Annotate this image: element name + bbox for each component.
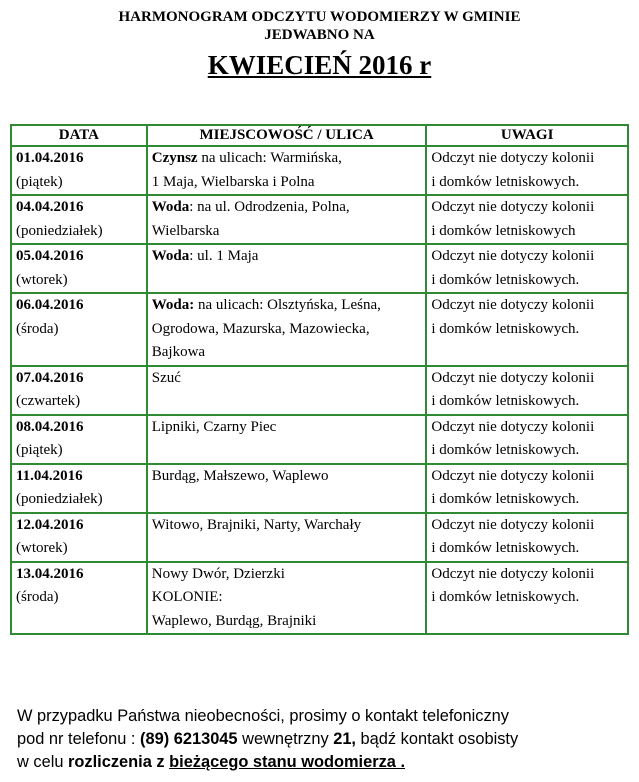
location-line-1	[152, 147, 424, 171]
heading-line-2: JEDWABNO NA	[264, 27, 375, 43]
contact-phone-label: pod nr telefonu :	[17, 730, 141, 748]
note-line-1: Odczyt nie dotyczy kolonii	[431, 565, 595, 582]
note-line-1: Odczyt nie dotyczy kolonii	[431, 418, 595, 435]
weekday: (wtorek)	[16, 271, 68, 288]
location-line-1	[152, 514, 424, 538]
notes-cell	[426, 513, 628, 562]
contact-personal-text: bądź kontakt osobisty	[356, 730, 519, 748]
date-cell	[11, 244, 147, 293]
location-type: Woda:	[151, 297, 195, 313]
date-cell	[11, 293, 147, 366]
location-type: Woda	[151, 199, 190, 215]
weekday: (poniedziałek)	[16, 491, 103, 507]
date-value: 08.04.2016	[16, 418, 84, 435]
weekday: (czwartek)	[16, 393, 81, 409]
weekday: (środa)	[16, 589, 59, 605]
location-cell	[147, 146, 427, 195]
note-line-2: i domków letniskowych.	[431, 393, 580, 409]
notes-cell	[426, 366, 628, 415]
column-header-notes: UWAGI	[426, 125, 628, 146]
date-value: 13.04.2016	[16, 565, 84, 582]
date-value: 04.04.2016	[16, 199, 84, 215]
location-cell	[147, 195, 427, 244]
contact-purpose-prefix: w celu	[17, 753, 69, 771]
location-line-2: 1 Maja, Wielbarska i Polna	[151, 173, 315, 190]
location-line-2: KOLONIE:	[151, 589, 223, 605]
contact-extension-number: 21,	[333, 730, 356, 748]
note-line-1: Odczyt nie dotyczy kolonii	[431, 248, 595, 264]
date-cell	[11, 195, 147, 244]
location-line-1	[152, 465, 424, 489]
weekday: (piątek)	[16, 173, 63, 190]
location-line-1	[152, 563, 424, 587]
location-line-3: Bajkowa	[151, 344, 206, 360]
column-header-date: DATA	[11, 125, 147, 146]
heading-line-1: HARMONOGRAM ODCZYTU WODOMIERZY W GMINIE	[118, 9, 521, 25]
table-row	[11, 146, 628, 195]
note-line-2: i domków letniskowych.	[431, 589, 580, 605]
notes-cell	[426, 195, 628, 244]
location-cell	[147, 293, 427, 366]
location-line-1	[152, 245, 424, 269]
note-line-2: i domków letniskowych.	[431, 442, 580, 458]
location-line-1	[152, 294, 424, 318]
date-value: 06.04.2016	[16, 297, 84, 313]
location-text: : na ul. Odrodzenia, Polna,	[189, 199, 350, 215]
schedule-table	[10, 124, 629, 635]
weekday: (poniedziałek)	[16, 222, 103, 239]
note-line-2: i domków letniskowych.	[431, 320, 580, 337]
contact-line-3	[17, 751, 632, 774]
table-row	[11, 293, 628, 366]
location-text: Lipniki, Czarny Piec	[151, 418, 277, 435]
location-line-1	[152, 416, 424, 440]
note-line-2: i domków letniskowych	[431, 222, 576, 239]
date-value: 01.04.2016	[16, 150, 84, 166]
location-type: Czynsz	[151, 150, 198, 166]
notes-cell	[426, 293, 628, 366]
location-type: Woda	[151, 248, 190, 264]
note-line-1: Odczyt nie dotyczy kolonii	[431, 369, 595, 386]
note-line-2: i domków letniskowych.	[431, 540, 580, 556]
location-line-2: Ogrodowa, Mazurska, Mazowiecka,	[151, 320, 370, 337]
table-header-row	[11, 125, 628, 146]
location-line-3: Waplewo, Burdąg, Brajniki	[151, 612, 317, 629]
date-value: 07.04.2016	[16, 369, 84, 386]
contact-line-2	[17, 728, 632, 751]
note-line-1: Odczyt nie dotyczy kolonii	[431, 467, 595, 484]
contact-phone-number: (89) 6213045	[140, 730, 238, 748]
location-cell	[147, 562, 427, 635]
location-cell	[147, 513, 427, 562]
note-line-1: Odczyt nie dotyczy kolonii	[431, 150, 595, 166]
date-cell	[11, 513, 147, 562]
date-cell	[11, 562, 147, 635]
location-text: Witowo, Brajniki, Narty, Warchały	[151, 516, 362, 533]
location-text: Szuć	[151, 369, 181, 386]
location-text: na ulicach: Warmińska,	[197, 150, 342, 166]
weekday: (piątek)	[16, 442, 63, 458]
location-line-2: Wielbarska	[151, 222, 220, 239]
notes-cell	[426, 146, 628, 195]
table-row	[11, 562, 628, 635]
date-cell	[11, 146, 147, 195]
date-cell	[11, 464, 147, 513]
table-row	[11, 366, 628, 415]
location-text: na ulicach: Olsztyńska, Leśna,	[194, 297, 381, 313]
table-row	[11, 195, 628, 244]
date-cell	[11, 366, 147, 415]
note-line-2: i domków letniskowych.	[431, 271, 580, 288]
location-cell	[147, 464, 427, 513]
note-line-2: i domków letniskowych.	[431, 173, 580, 190]
note-line-2: i domków letniskowych.	[431, 491, 580, 507]
contact-purpose-bold: rozliczenia z	[68, 753, 170, 771]
location-line-1	[152, 367, 424, 391]
location-cell	[147, 415, 427, 464]
contact-note	[17, 705, 632, 774]
notes-cell	[426, 244, 628, 293]
contact-purpose-underlined: bieżącego stanu wodomierza .	[169, 753, 406, 771]
note-line-1: Odczyt nie dotyczy kolonii	[431, 297, 595, 313]
weekday: (wtorek)	[16, 540, 68, 556]
date-cell	[11, 415, 147, 464]
table-row	[11, 513, 628, 562]
contact-extension-label: wewnętrzny	[237, 730, 334, 748]
table-row	[11, 244, 628, 293]
contact-line-1: W przypadku Państwa nieobecności, prosimy o kontakt telefoniczny	[17, 707, 509, 725]
notes-cell	[426, 464, 628, 513]
location-text: : ul. 1 Maja	[189, 248, 259, 264]
column-header-location: MIEJSCOWOŚĆ / ULICA	[147, 125, 427, 146]
table-row	[11, 464, 628, 513]
table-row	[11, 415, 628, 464]
location-text: Burdąg, Małszewo, Waplewo	[151, 467, 329, 484]
location-line-1	[152, 196, 424, 220]
date-value: 12.04.2016	[16, 516, 84, 533]
location-text: Nowy Dwór, Dzierzki	[151, 565, 285, 582]
weekday: (środa)	[16, 320, 59, 337]
location-cell	[147, 366, 427, 415]
note-line-1: Odczyt nie dotyczy kolonii	[431, 516, 595, 533]
note-line-1: Odczyt nie dotyczy kolonii	[431, 199, 595, 215]
location-cell	[147, 244, 427, 293]
heading-month	[0, 50, 639, 80]
heading-month-text: KWIECIEŃ 2016 r	[207, 50, 432, 80]
date-value: 11.04.2016	[16, 467, 83, 484]
notes-cell	[426, 562, 628, 635]
date-value: 05.04.2016	[16, 248, 84, 264]
notes-cell	[426, 415, 628, 464]
